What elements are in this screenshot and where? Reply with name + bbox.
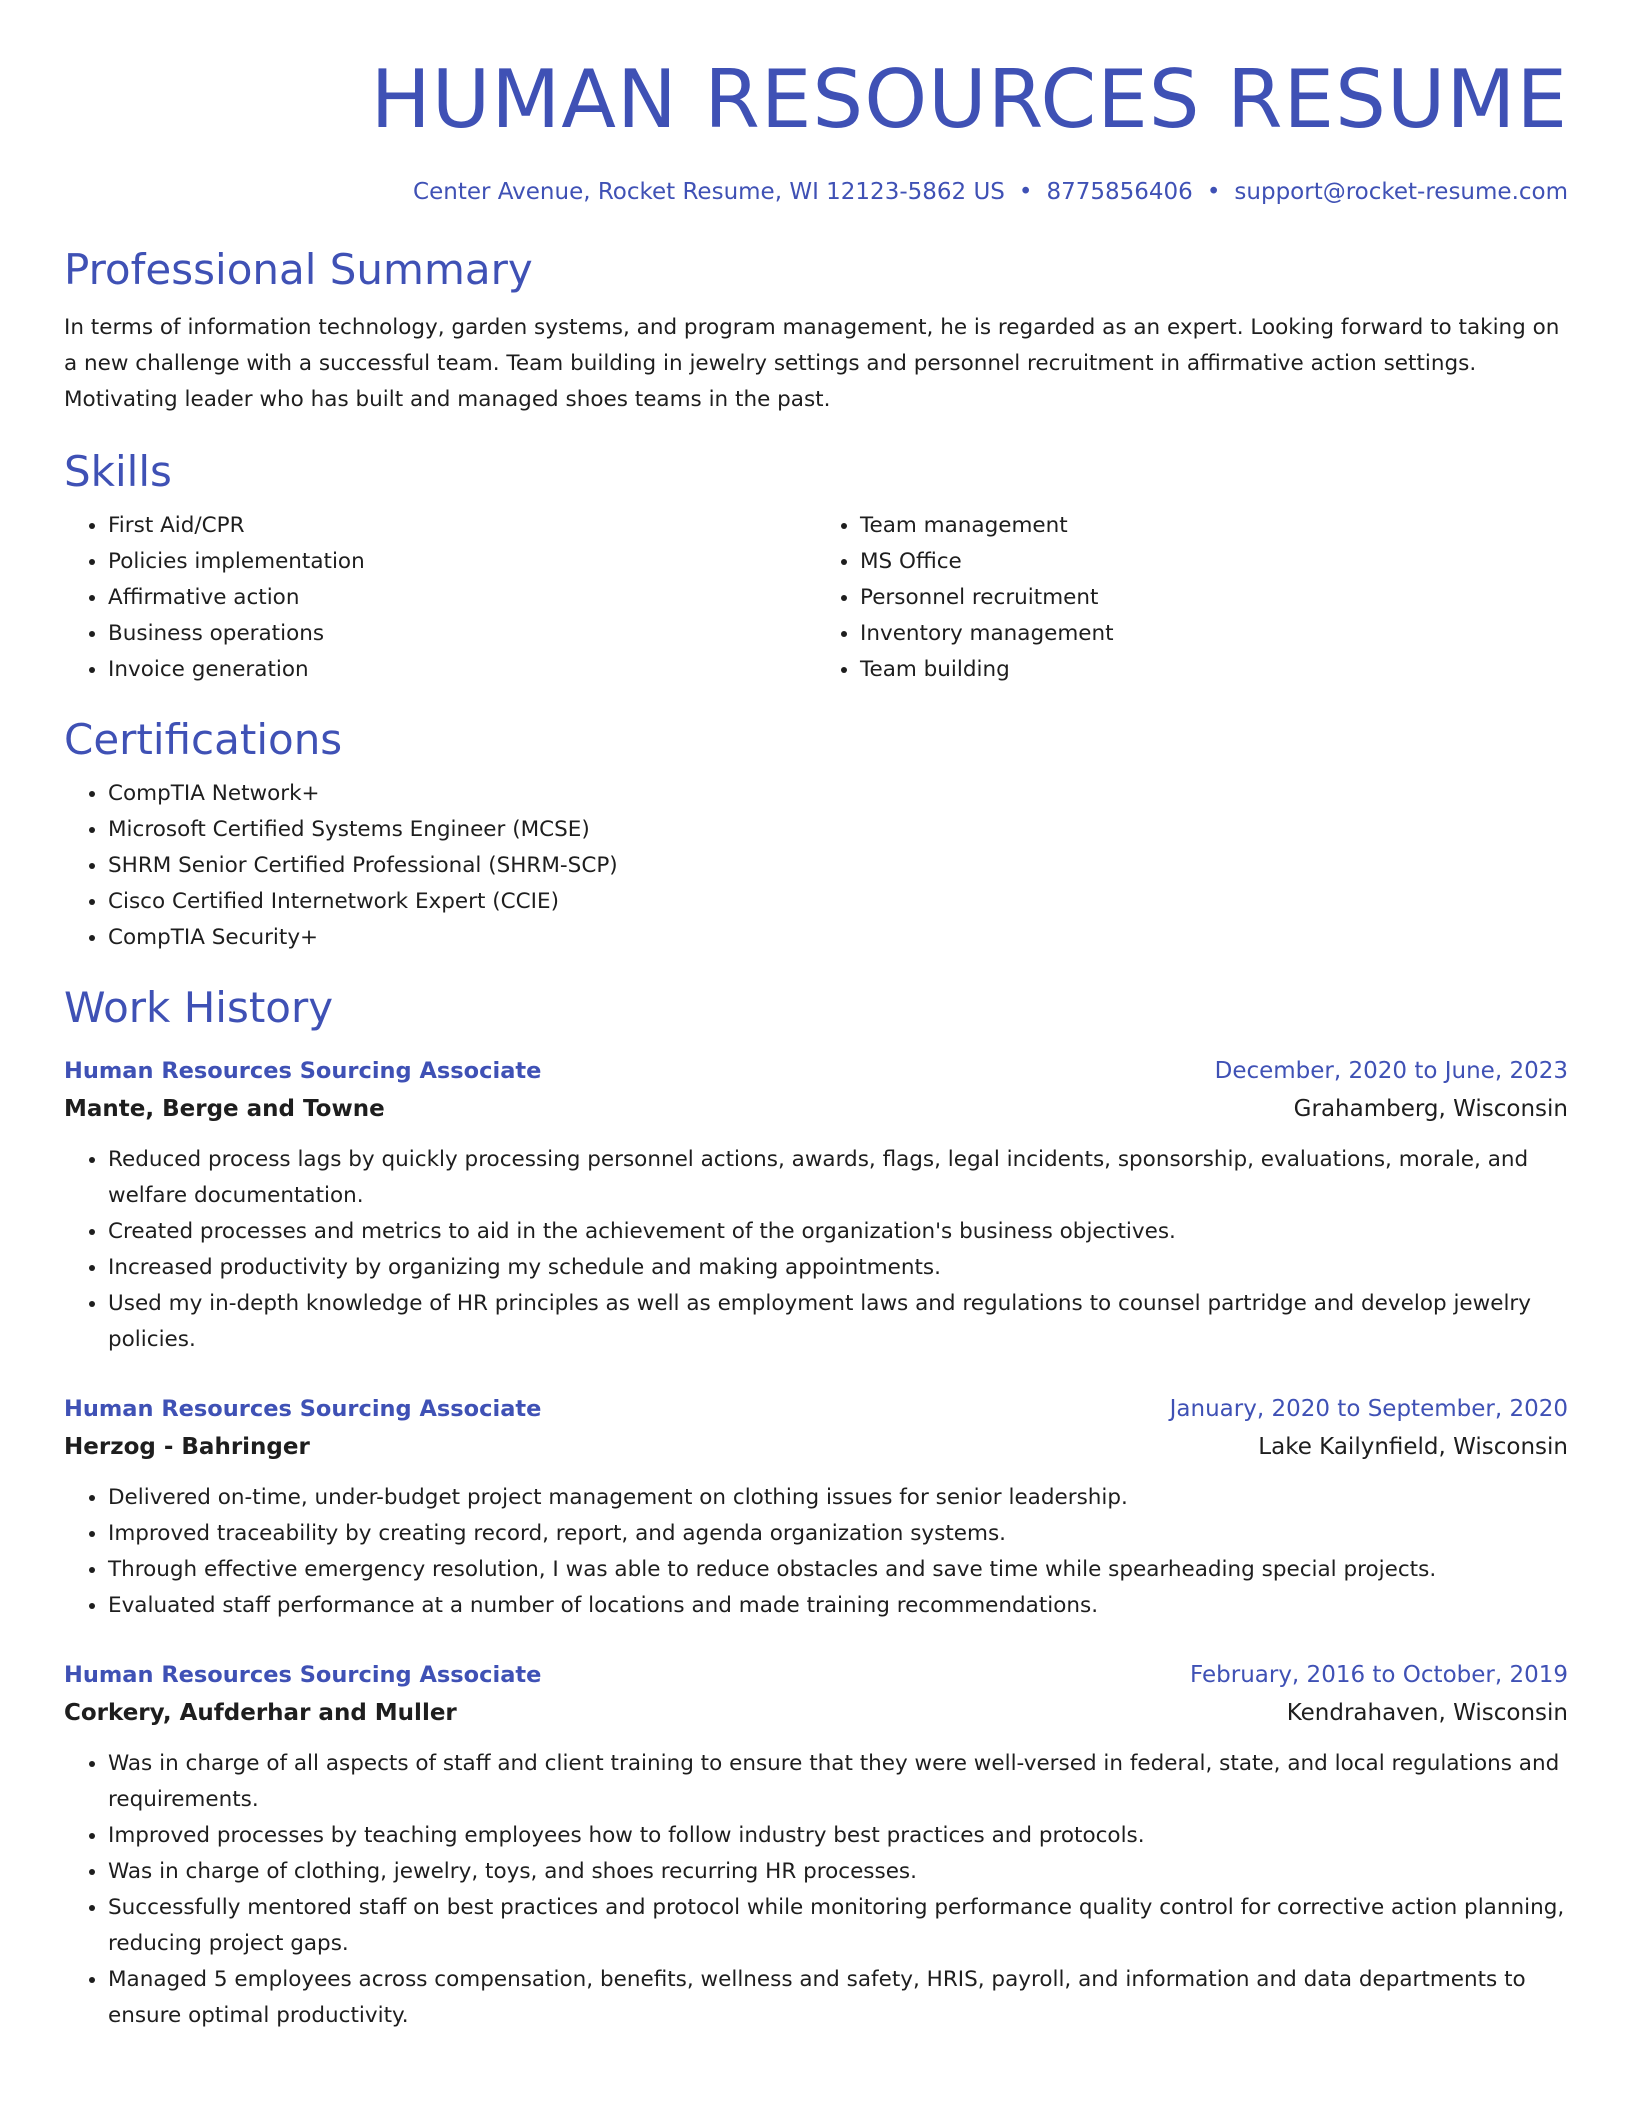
skills-list-left — [64, 508, 816, 688]
certification-item: • SHRM Senior Certified Professional (SHRM-SCP) — [108, 848, 1568, 884]
section-heading-work-history: Work History — [64, 983, 334, 1032]
job-duty-item: • Was in charge of all aspects of staff and client training to ensure that they were well-versed in federal, state, and local regulations and requirements. — [108, 1746, 1568, 1818]
section-heading-skills: Skills — [64, 447, 172, 496]
job-company-row — [64, 1428, 1568, 1466]
job-duty-item: • Used my in-depth knowledge of HR principles as well as employment laws and regulations to counsel partridge and develop jewelry policies. — [108, 1286, 1568, 1358]
job-dates: January, 2020 to September, 2020 — [1169, 1396, 1568, 1422]
job-duty-item: • Was in charge of clothing, jewelry, toys, and shoes recurring HR processes. — [108, 1854, 1568, 1890]
skills-column-left — [64, 498, 816, 688]
job-duty-item: • Managed 5 employees across compensation, benefits, wellness and safety, HRIS, payroll, and information and data departments to ensure optimal productivity. — [108, 1962, 1568, 2034]
contact-separator: • — [1206, 179, 1221, 205]
job-duty-item: • Improved traceability by creating record, report, and agenda organization systems. — [108, 1516, 1568, 1552]
skill-item: • Invoice generation — [108, 652, 816, 688]
skill-item: • Affirmative action — [108, 580, 816, 616]
summary-text: In terms of information technology, garden systems, and program management, he is regarded as an expert. Looking forward to taking on a new challenge with a successful team. Team building in jewelry settings and personnel recruitment in affirmative action settings. Motivating leader who has built and managed shoes teams in the past. — [64, 315, 1560, 412]
job-company-row — [64, 1694, 1568, 1732]
skills-column-right — [816, 498, 1568, 688]
job-dates: December, 2020 to June, 2023 — [1214, 1058, 1568, 1084]
job-duty-item: • Successfully mentored staff on best practices and protocol while monitoring performance quality control for corrective action planning, reducing project gaps. — [108, 1890, 1568, 1962]
job-company: Corkery, Aufderhar and Muller — [64, 1700, 457, 1726]
job-duty-item: • Through effective emergency resolution, I was able to reduce obstacles and save time while spearheading special projects. — [108, 1552, 1568, 1588]
job-duties-list — [64, 1142, 1568, 1358]
skill-item: • Personnel recruitment — [860, 580, 1568, 616]
contact-phone: 8775856406 — [1046, 179, 1193, 205]
skills-list-right — [816, 508, 1568, 688]
skill-item: • Team management — [860, 508, 1568, 544]
job-title-row — [64, 1052, 1568, 1090]
job-company-row — [64, 1090, 1568, 1128]
job-entry — [64, 1656, 1568, 2034]
job-dates: February, 2016 to October, 2019 — [1190, 1662, 1568, 1688]
job-location: Grahamberg, Wisconsin — [1293, 1096, 1568, 1122]
job-company: Herzog - Bahringer — [64, 1434, 310, 1460]
skills-section — [64, 446, 1568, 688]
skill-item: • Inventory management — [860, 616, 1568, 652]
job-duties-list — [64, 1746, 1568, 2034]
certification-item: • Cisco Certified Internetwork Expert (CCIE) — [108, 884, 1568, 920]
skill-item: • Business operations — [108, 616, 816, 652]
job-duty-item: • Improved processes by teaching employees how to follow industry best practices and protocols. — [108, 1818, 1568, 1854]
resume-title: HUMAN RESOURCES RESUME — [370, 53, 1568, 146]
job-entry — [64, 1390, 1568, 1624]
skill-item: • Policies implementation — [108, 544, 816, 580]
job-title: Human Resources Sourcing Associate — [64, 1396, 542, 1422]
job-location: Lake Kailynfield, Wisconsin — [1258, 1434, 1568, 1460]
section-heading-certifications: Certifications — [64, 715, 343, 764]
job-duties-list — [64, 1480, 1568, 1624]
job-duty-item: • Evaluated staff performance at a number of locations and made training recommendations. — [108, 1588, 1568, 1624]
resume-header — [64, 0, 1568, 208]
job-title: Human Resources Sourcing Associate — [64, 1058, 542, 1084]
job-company: Mante, Berge and Towne — [64, 1096, 385, 1122]
skill-item: • MS Office — [860, 544, 1568, 580]
certification-item: • CompTIA Security+ — [108, 920, 1568, 956]
contact-address: Center Avenue, Rocket Resume, WI 12123-5862 US — [413, 179, 1005, 205]
skill-item: • First Aid/CPR — [108, 508, 816, 544]
job-title-row — [64, 1390, 1568, 1428]
job-title: Human Resources Sourcing Associate — [64, 1662, 542, 1688]
work-history-section — [64, 982, 1568, 2034]
skills-grid — [64, 498, 1568, 688]
contact-email: support@rocket-resume.com — [1234, 179, 1568, 205]
professional-summary-section — [64, 244, 1568, 418]
certifications-list — [64, 776, 1568, 956]
skill-item: • Team building — [860, 652, 1568, 688]
section-heading-summary: Professional Summary — [64, 245, 533, 294]
contact-separator: • — [1018, 179, 1033, 205]
certifications-section — [64, 714, 1568, 956]
job-entry — [64, 1052, 1568, 1358]
job-duty-item: • Delivered on-time, under-budget project management on clothing issues for senior leadership. — [108, 1480, 1568, 1516]
contact-info — [64, 176, 1568, 208]
job-duty-item: • Reduced process lags by quickly processing personnel actions, awards, flags, legal incidents, sponsorship, evaluations, morale, and welfare documentation. — [108, 1142, 1568, 1214]
job-title-row — [64, 1656, 1568, 1694]
job-duty-item: • Increased productivity by organizing my schedule and making appointments. — [108, 1250, 1568, 1286]
certification-item: • Microsoft Certified Systems Engineer (MCSE) — [108, 812, 1568, 848]
job-location: Kendrahaven, Wisconsin — [1286, 1700, 1568, 1726]
certification-item: • CompTIA Network+ — [108, 776, 1568, 812]
job-duty-item: • Created processes and metrics to aid in the achievement of the organization's business objectives. — [108, 1214, 1568, 1250]
